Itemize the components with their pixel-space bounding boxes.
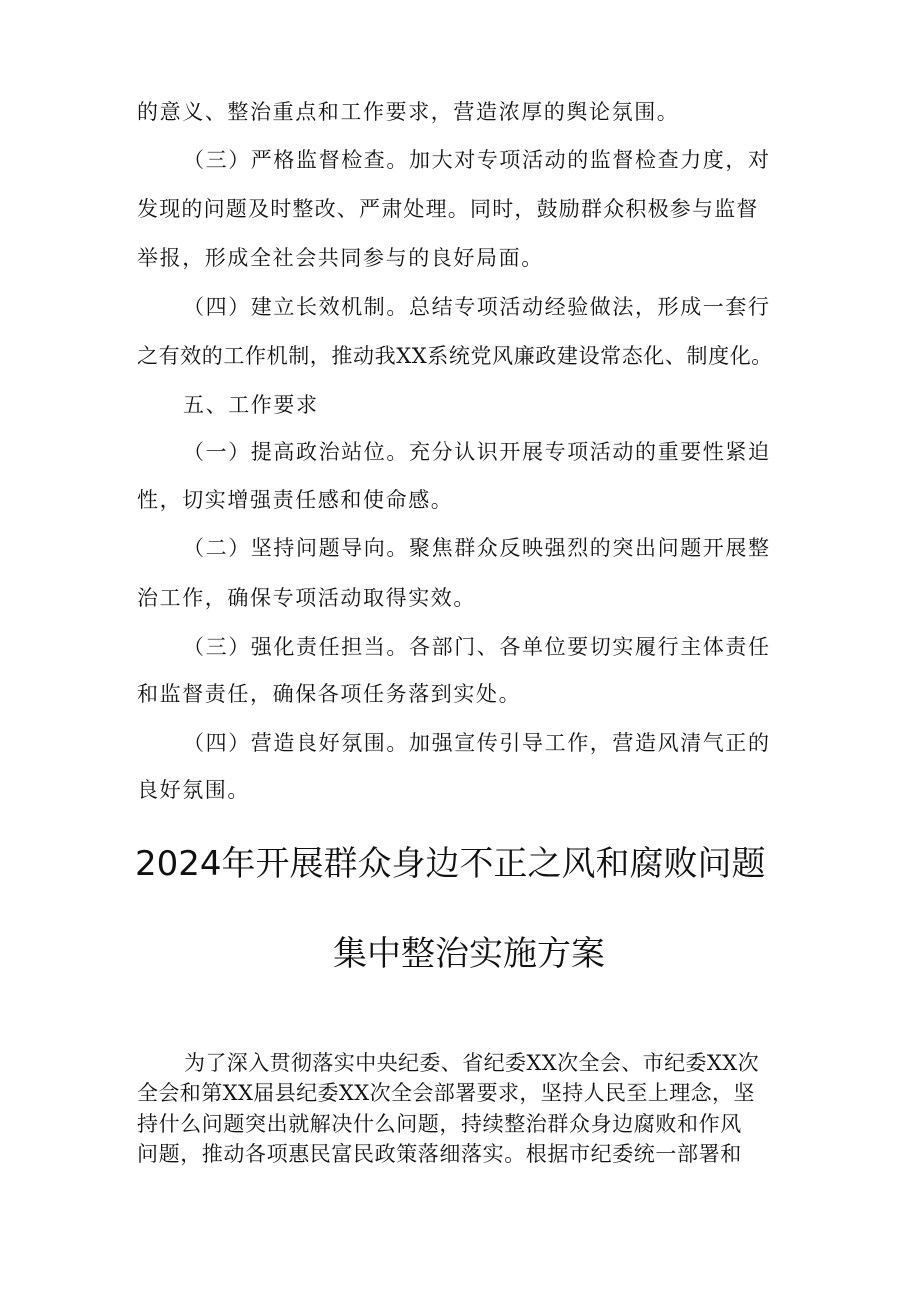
paragraph-heading-political: （一）提高政治站位。充分认识开展专项活动的重要性紧迫 <box>183 440 771 464</box>
document-title-line-1: 2024年开展群众身边不正之风和腐败问题 <box>135 844 766 884</box>
text-line: 之有效的工作机制，推动我XX系统党风廉政建设常态化、制度化。 <box>137 344 773 368</box>
text-line: 和监督责任，确保各项任务落到实处。 <box>137 682 522 706</box>
text-line: 发现的问题及时整改、严肃处理。同时，鼓励群众积极参与监督 <box>137 197 759 221</box>
body-text-line: 为了深入贯彻落实中央纪委、省纪委XX次全会、市纪委XX次 <box>184 1051 759 1075</box>
body-text-line: 持什么问题突出就解决什么问题，持续整治群众身边腐败和作风 <box>137 1112 742 1136</box>
paragraph-heading-responsibility: （三）强化责任担当。各部门、各单位要切实履行主体责任 <box>183 635 771 659</box>
text-line: 举报，形成全社会共同参与的良好局面。 <box>137 246 544 270</box>
text-line: 治工作，确保专项活动取得实效。 <box>137 586 476 610</box>
text-line: 良好氛围。 <box>137 778 250 802</box>
document-title-line-2: 集中整治实施方案 <box>333 934 605 974</box>
body-text-line: 全会和第XX届县纪委XX次全会部署要求，坚持人民至上理念，坚 <box>137 1081 755 1105</box>
body-text-line: 问题，推动各项惠民富民政策落细落实。根据市纪委统一部署和 <box>137 1142 742 1166</box>
paragraph-heading-supervision: （三）严格监督检查。加大对专项活动的监督检查力度，对 <box>183 148 771 172</box>
paragraph-heading-problem: （二）坚持问题导向。聚焦群众反映强烈的突出问题开展整 <box>183 536 771 560</box>
text-line: 的意义、整治重点和工作要求，营造浓厚的舆论氛围。 <box>137 100 680 124</box>
paragraph-heading-atmosphere: （四）营造良好氛围。加强宣传引导工作，营造风清气正的 <box>183 731 771 755</box>
paragraph-heading-mechanism: （四）建立长效机制。总结专项活动经验做法，形成一套行 <box>183 295 771 319</box>
text-line: 性，切实增强责任感和使命感。 <box>137 488 454 512</box>
section-heading-requirements: 五、工作要求 <box>183 393 319 417</box>
